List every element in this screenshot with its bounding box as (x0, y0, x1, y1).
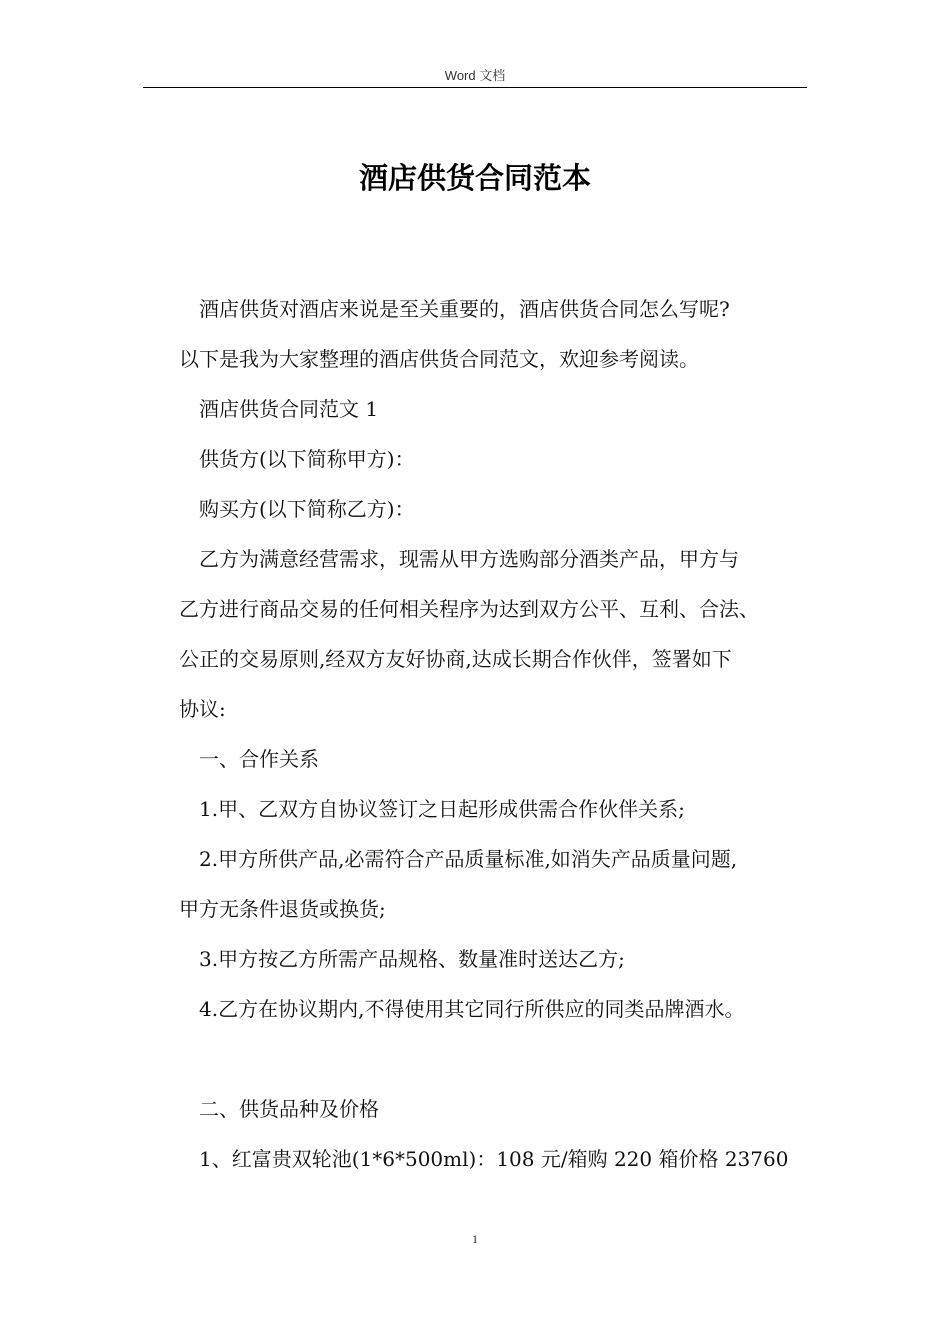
paragraph-line: 乙方进行商品交易的任何相关程序为达到双方公平、互利、合法、 (179, 597, 759, 621)
header-divider (143, 87, 807, 88)
paragraph-line: 供货方(以下简称甲方)： (199, 447, 415, 471)
list-item: 1、红富贵双轮池(1*6*500ml)：108 元/箱购 220 箱价格 23760 (199, 1147, 789, 1171)
document-body (179, 284, 819, 1184)
list-item-continuation: 甲方无条件退货或换货; (179, 897, 386, 921)
section-heading: 一、合作关系 (199, 747, 319, 771)
list-item: 2.甲方所供产品,必需符合产品质量标准,如消失产品质量问题, (199, 847, 738, 871)
paragraph-line: 公正的交易原则,经双方友好协商,达成长期合作伙伴，签署如下 (179, 647, 732, 671)
paragraph-line: 以下是我为大家整理的酒店供货合同范文，欢迎参考阅读。 (179, 347, 699, 371)
blank-line (179, 1034, 819, 1084)
section-heading: 二、供货品种及价格 (199, 1097, 379, 1121)
paragraph-line: 乙方为满意经营需求，现需从甲方选购部分酒类产品，甲方与 (199, 547, 739, 571)
list-item: 3.甲方按乙方所需产品规格、数量准时送达乙方; (199, 947, 625, 971)
list-item: 1.甲、乙双方自协议签订之日起形成供需合作伙伴关系; (199, 797, 685, 821)
paragraph-line: 酒店供货合同范文 1 (199, 397, 379, 421)
header-label: Word 文档 (444, 68, 506, 83)
list-item: 4.乙方在协议期内,不得使用其它同行所供应的同类品牌酒水。 (199, 997, 745, 1021)
paragraph-line: 购买方(以下简称乙方)： (199, 497, 415, 521)
paragraph-line: 协议: (179, 697, 226, 721)
document-title: 酒店供货合同范本 (358, 161, 591, 195)
paragraph-line: 酒店供货对酒店来说是至关重要的，酒店供货合同怎么写呢? (199, 297, 730, 321)
page-number: 1 (472, 1232, 478, 1246)
